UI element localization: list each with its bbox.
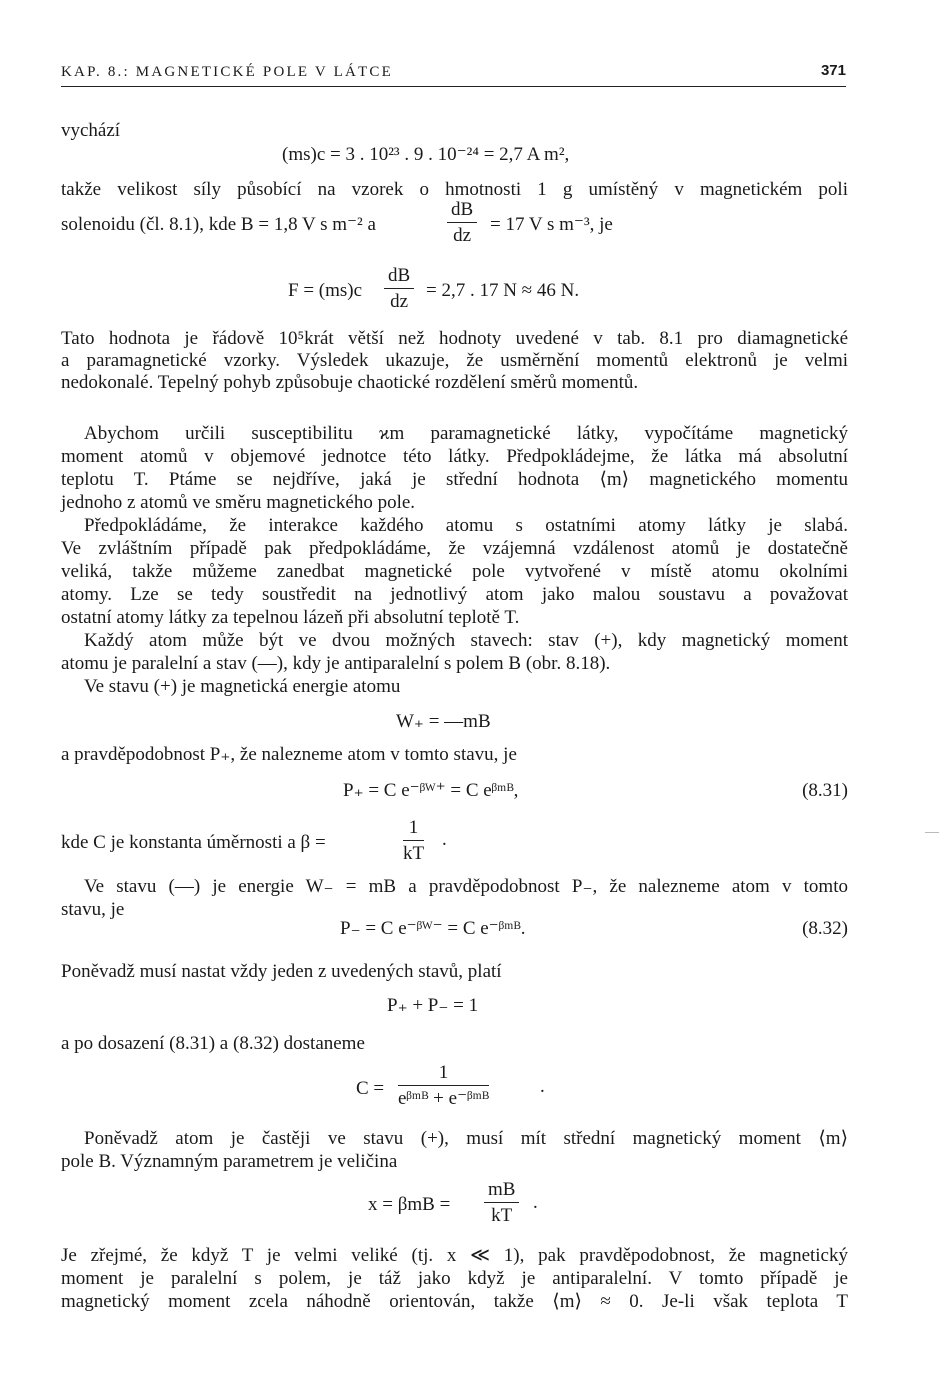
text-line: Předpokládáme, že interakce každého atomu s ostatními atomy látky je slabá. bbox=[84, 515, 848, 536]
text-line: Poněvadž atom je častěji ve stavu (+), musí mít střední magnetický moment ⟨m⟩ bbox=[84, 1128, 848, 1149]
equation-number: (8.32) bbox=[802, 918, 848, 939]
fraction-numerator: dB bbox=[447, 199, 477, 223]
text-line: jednoho z atomů ve směru magnetického pole. bbox=[61, 492, 416, 513]
fraction-numerator: 1 bbox=[398, 1062, 489, 1086]
fraction-numerator: dB bbox=[384, 265, 414, 289]
text-line: Je zřejmé, že když T je velmi veliké (tj. x ≪ 1), pak pravděpodobnost, že magnetický bbox=[61, 1245, 848, 1266]
text-line: nedokonalé. Tepelný pohyb způsobuje chaotické rozdělení směrů momentů. bbox=[61, 372, 639, 393]
text-line: Abychom určili susceptibilitu ϰm paramagnetické látky, vypočítáme magnetický bbox=[84, 423, 848, 444]
page-number: 371 bbox=[820, 62, 846, 79]
text-line: veliká, takže můžeme zanedbat magnetické pole vytvořené v místě atomu okolními bbox=[61, 561, 848, 582]
text-line: a pravděpodobnost P₊, že nalezneme atom v tomto stavu, je bbox=[61, 744, 517, 765]
text-line: atomu je paralelní a stav (—), kdy je antiparalelní s polem B (obr. 8.18). bbox=[61, 653, 611, 674]
text-line: = 17 V s m⁻³, je bbox=[490, 214, 613, 235]
equation-ms: (ms)c = 3 . 10²³ . 9 . 10⁻²⁴ = 2,7 A m², bbox=[282, 144, 570, 165]
fraction-c bbox=[398, 1062, 489, 1110]
fraction-dB-dz bbox=[447, 199, 477, 247]
equation-number: (8.31) bbox=[802, 780, 848, 801]
text-line: magnetický moment zcela náhodně orientován, takže ⟨m⟩ ≈ 0. Je-li však teplota T bbox=[61, 1291, 848, 1312]
text-line: teplotu T. Ptáme se nejdříve, jaká je střední hodnota ⟨m⟩ magnetického momentu bbox=[61, 469, 848, 490]
fraction-numerator: 1 bbox=[403, 817, 424, 841]
text-line: stavu, je bbox=[61, 899, 125, 920]
text-line: a paramagnetické vzorky. Výsledek ukazuje, že usměrnění momentů elektronů je velmi bbox=[61, 350, 848, 371]
fraction-denominator: kT bbox=[403, 843, 425, 864]
text-line: . bbox=[442, 829, 447, 850]
fraction-numerator: mB bbox=[484, 1179, 519, 1203]
equation-sum: P₊ + P₋ = 1 bbox=[387, 995, 479, 1016]
text-line: Ve stavu (—) je energie W₋ = mB a pravděpodobnost P₋, že nalezneme atom v tomto bbox=[84, 876, 848, 897]
text-line: moment je paralelní s polem, je táž jako když je antiparalelní. V tomto případě je bbox=[61, 1268, 848, 1289]
equation-x-right: . bbox=[533, 1192, 538, 1213]
equation-8-31: P₊ = C e⁻ᵝᵂ⁺ = C eᵝᵐᴮ, bbox=[343, 780, 519, 801]
text-line: a po dosazení (8.31) a (8.32) dostaneme bbox=[61, 1033, 365, 1054]
equation-w-plus: W₊ = —mB bbox=[396, 711, 491, 732]
equation-force-right: = 2,7 . 17 N ≈ 46 N. bbox=[426, 280, 580, 301]
fraction-denominator: eᵝᵐᴮ + e⁻ᵝᵐᴮ bbox=[398, 1088, 490, 1109]
text-line: Každý atom může být ve dvou možných stavech: stav (+), kdy magnetický moment bbox=[84, 630, 848, 651]
fraction-denominator: dz bbox=[453, 225, 472, 246]
text-line: Poněvadž musí nastat vždy jeden z uvedených stavů, platí bbox=[61, 961, 502, 982]
page-header bbox=[61, 64, 846, 87]
fraction-mB-kT bbox=[484, 1179, 519, 1227]
text-line: pole B. Významným parametrem je veličina bbox=[61, 1151, 398, 1172]
equation-x-left: x = βmB = bbox=[368, 1194, 451, 1215]
equation-c-left: C = bbox=[356, 1078, 385, 1099]
text-line: ostatní atomy látky za tepelnou lázeň při absolutní teplotě T. bbox=[61, 607, 520, 628]
margin-mark bbox=[925, 832, 939, 833]
text-line: solenoidu (čl. 8.1), kde B = 1,8 V s m⁻² a bbox=[61, 214, 376, 235]
fraction-dB-dz bbox=[384, 265, 414, 313]
text-line: atomy. Lze se tedy soustředit na jednotlivý atom jako malou soustavu a považovat bbox=[61, 584, 848, 605]
text-line: Tato hodnota je řádově 10⁵krát větší než hodnoty uvedené v tab. 8.1 pro diamagnetické bbox=[61, 328, 848, 349]
text-line: takže velikost síly působící na vzorek o hmotnosti 1 g umístěný v magnetickém poli bbox=[61, 179, 848, 200]
fraction-one-over-kT bbox=[403, 817, 424, 865]
equation-8-32: P₋ = C e⁻ᵝᵂ⁻ = C e⁻ᵝᵐᴮ. bbox=[340, 918, 526, 939]
text-line: Ve zvláštním případě pak předpokládáme, že vzájemná vzdálenost atomů je dostatečně bbox=[61, 538, 848, 559]
text-line: moment atomů v objemové jednotce této látky. Předpokládejme, že látka má absolutní bbox=[61, 446, 848, 467]
text-line: Ve stavu (+) je magnetická energie atomu bbox=[84, 676, 401, 697]
text-line: kde C je konstanta úměrnosti a β = bbox=[61, 832, 326, 853]
equation-force-left: F = (ms)c bbox=[288, 280, 363, 301]
equation-c-right: . bbox=[540, 1076, 545, 1097]
fraction-denominator: kT bbox=[491, 1205, 513, 1226]
text-line: vychází bbox=[61, 120, 121, 141]
fraction-denominator: dz bbox=[390, 291, 409, 312]
running-head: KAP. 8.: MAGNETICKÉ POLE V LÁTCE bbox=[61, 64, 393, 80]
